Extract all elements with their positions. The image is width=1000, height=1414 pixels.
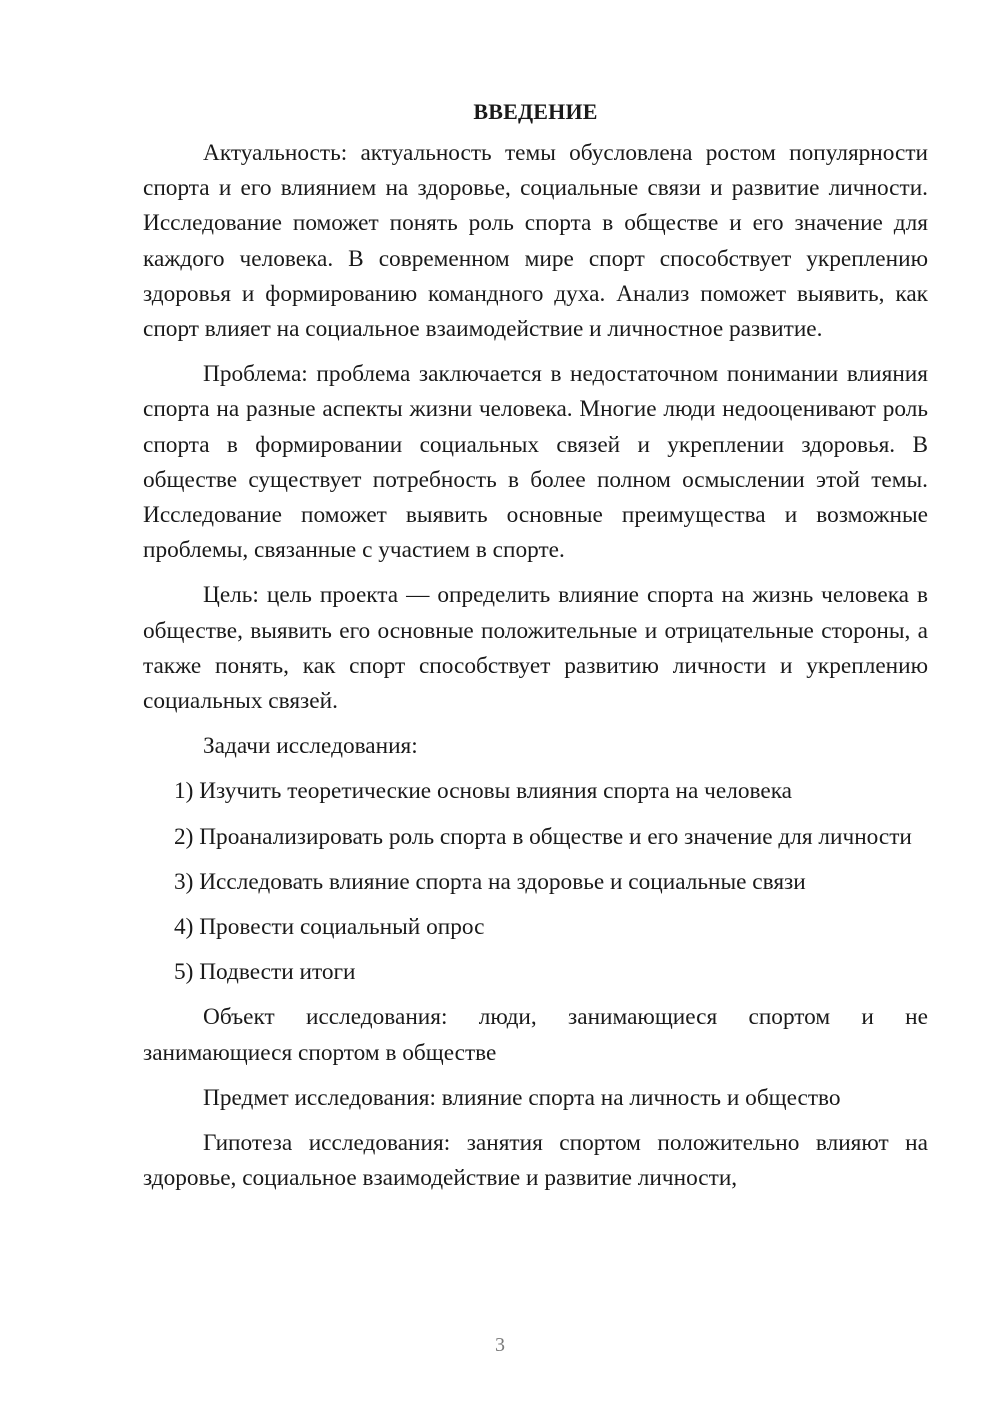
page-number: 3 — [495, 1334, 505, 1356]
section-heading: ВВЕДЕНИЕ — [473, 99, 598, 124]
paragraph-goal: Цель: цель проекта — определить влияние спорта на жизнь человека в обществе, выявить его основные положительные и отрицательные стороны, а также понять, как спорт способствует развитию личности и укреплению социальных связей. — [143, 582, 928, 715]
document-page — [143, 94, 928, 1206]
paragraph-hypothesis: Гипотеза исследования: занятия спортом положительно влияют на здоровье, социальное взаимодействие и развитие личности, — [143, 1130, 928, 1192]
task-item-2: 2) Проанализировать роль спорта в обществе и его значение для личности — [174, 823, 912, 850]
paragraph-relevance: Актуальность: актуальность темы обусловлена ростом популярности спорта и его влиянием на здоровье, социальные связи и развитие личности. Исследование поможет понять роль спорта в обществе и его значение для каждого человека. В современном мире спорт способствует укреплению здоровья и формированию командного духа. Анализ поможет выявить, как спорт влияет на социальное взаимодействие и личностное развитие. — [143, 140, 928, 343]
task-item-4: 4) Провести социальный опрос — [174, 914, 485, 941]
task-item-3: 3) Исследовать влияние спорта на здоровье и социальные связи — [174, 868, 806, 895]
tasks-heading: Задачи исследования: — [203, 733, 418, 760]
task-item-1: 1) Изучить теоретические основы влияния спорта на человека — [174, 778, 793, 805]
paragraph-object: Объект исследования: люди, занимающиеся спортом и не занимающиеся спортом в обществе — [143, 1004, 928, 1066]
paragraph-subject: Предмет исследования: влияние спорта на личность и общество — [203, 1084, 841, 1111]
paragraph-problem: Проблема: проблема заключается в недостаточном понимании влияния спорта на разные аспекты жизни человека. Многие люди недооценивают роль спорта в формировании социальных связей и укреплении здоровья. В обществе существует потребность в более полном осмыслении этой темы. Исследование поможет выявить основные преимущества и возможные проблемы, связанные с участием в спорте. — [143, 361, 928, 564]
task-item-5: 5) Подвести итоги — [174, 959, 356, 986]
